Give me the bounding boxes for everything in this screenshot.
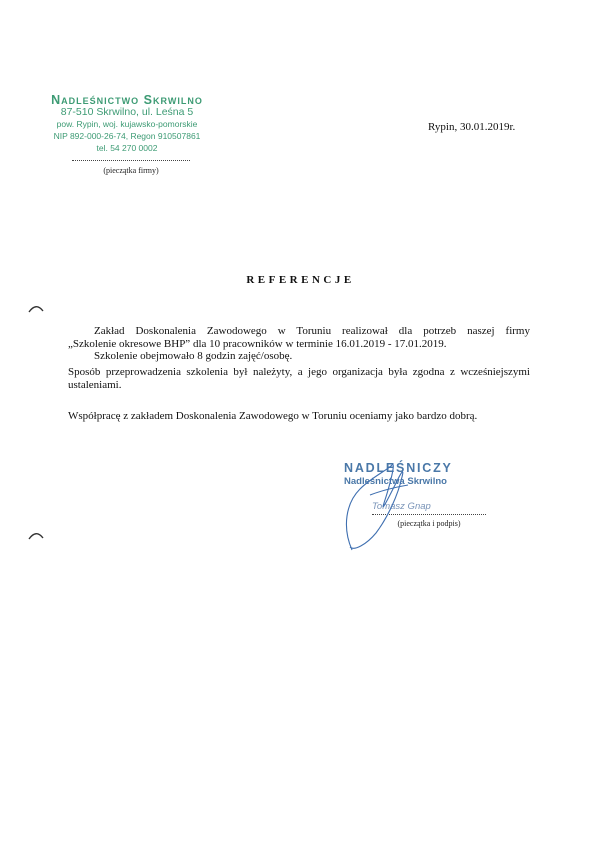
paragraph-training-line-1: Zakład Doskonalenia Zawodowego w Toruniu realizował dla potrzeb naszej firmy: [94, 325, 530, 337]
paragraph-evaluation: Współpracę z zakładem Doskonalenia Zawodowego w Toruniu oceniamy jako bardzo dobrą.: [68, 410, 478, 422]
company-phone: tel. 54 270 0002: [96, 143, 158, 153]
document-date: Rypin, 30.01.2019r.: [428, 121, 516, 133]
paragraph-training-line-3: Szkolenie obejmowało 8 godzin zajęć/osobę.: [94, 350, 293, 362]
company-ids: NIP 892-000-26-74, Regon 910507861: [53, 131, 201, 141]
hole-punch-mark-bottom: [28, 530, 44, 540]
document-title: REFERENCJE: [246, 274, 355, 286]
paragraph-training-line-2: „Szkolenie okresowe BHP” dla 10 pracowników w terminie 16.01.2019 - 17.01.2019.: [68, 337, 447, 350]
stamp-caption: (pieczątka firmy): [103, 166, 159, 175]
paragraph-training: [68, 325, 530, 363]
signature-stamp-subheading: Nadleśnictwa Skrwilno: [344, 476, 447, 487]
stamp-dotted-line: [72, 160, 190, 161]
signature-stamp-heading: NADLEŚNICZY: [344, 461, 453, 475]
signature-caption: (pieczątka i podpis): [397, 519, 461, 528]
handwritten-signature: [330, 455, 440, 555]
hole-punch-mark-top: [28, 303, 44, 313]
company-region: pow. Rypin, woj. kujawsko-pomorskie: [56, 119, 198, 129]
company-name: Nadleśnictwo Skrwilno: [51, 93, 203, 107]
signatory-name: Tomasz Gnap: [372, 501, 431, 512]
company-stamp: [34, 94, 220, 154]
company-address: 87-510 Skrwilno, ul. Leśna 5: [60, 106, 194, 118]
paragraph-organization: Sposób przeprowadzenia szkolenia był należyty, a jego organizacja była zgodna z wcześniejszymi ustaleniami.: [68, 366, 530, 391]
